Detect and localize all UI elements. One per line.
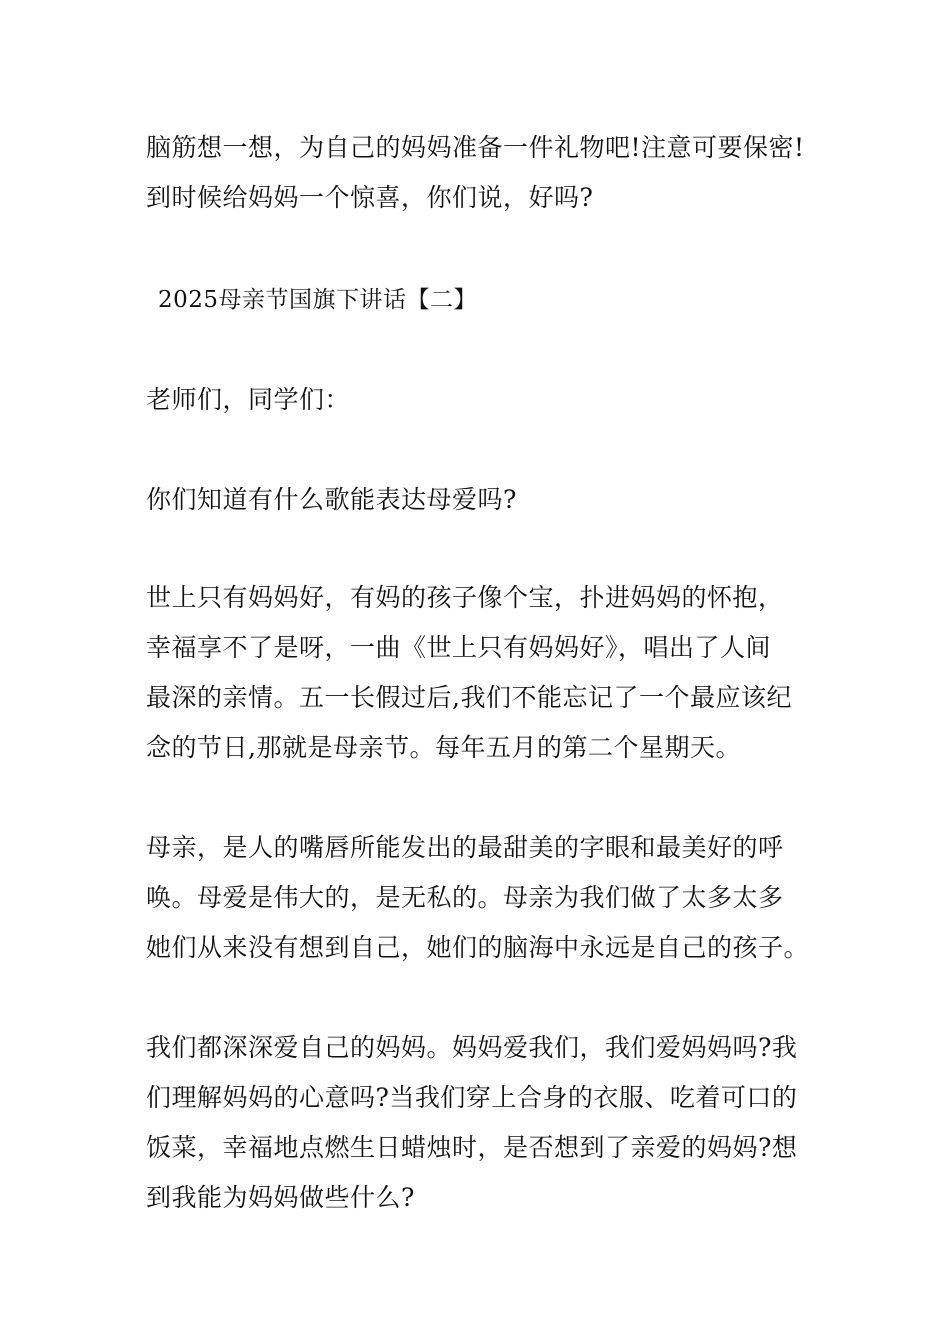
- mother-paragraph-line-1: 母亲，是人的嘴唇所能发出的最甜美的字眼和最美好的呼: [146, 833, 784, 862]
- mother-paragraph-line-2: 唤。母爱是伟大的，是无私的。母亲为我们做了太多太多: [146, 883, 784, 912]
- song-paragraph-line-2: 幸福享不了是呀，一曲《世上只有妈妈好》，唱出了人间: [146, 633, 772, 662]
- song-paragraph-line-3: 最深的亲情。五一长假过后,我们不能忘记了一个最应该纪: [146, 683, 792, 712]
- mother-paragraph-line-3: 她们从来没有想到自己，她们的脑海中永远是自己的孩子。: [146, 933, 810, 962]
- love-paragraph-line-4: 到我能为妈妈做些什么?: [146, 1183, 415, 1212]
- greeting: 老师们，同学们：: [146, 385, 351, 414]
- question: 你们知道有什么歌能表达母爱吗?: [146, 485, 517, 514]
- love-paragraph-line-1: 我们都深深爱自己的妈妈。妈妈爱我们，我们爱妈妈吗?我: [146, 1033, 798, 1062]
- song-paragraph-line-1: 世上只有妈妈好，有妈的孩子像个宝，扑进妈妈的怀抱，: [146, 583, 784, 612]
- intro-line-1: 脑筋想一想，为自己的妈妈准备一件礼物吧!注意可要保密!: [146, 133, 805, 162]
- song-paragraph-line-4: 念的节日,那就是母亲节。每年五月的第二个星期天。: [146, 733, 741, 762]
- intro-line-2: 到时候给妈妈一个惊喜，你们说，好吗?: [146, 183, 594, 212]
- section-heading: 2025母亲节国旗下讲话【二】: [158, 287, 478, 313]
- love-paragraph-line-2: 们理解妈妈的心意吗?当我们穿上合身的衣服、吃着可口的: [146, 1083, 798, 1112]
- love-paragraph-line-3: 饭菜，幸福地点燃生日蜡烛时，是否想到了亲爱的妈妈?想: [146, 1133, 798, 1162]
